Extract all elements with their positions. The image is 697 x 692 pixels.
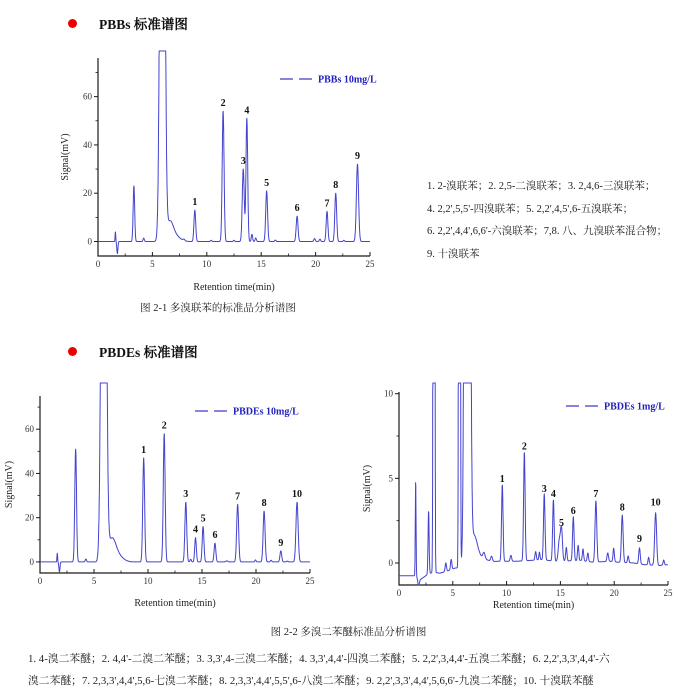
svg-text:2: 2 xyxy=(161,420,167,432)
svg-text:25: 25 xyxy=(365,259,375,269)
svg-text:Signal(mV): Signal(mV) xyxy=(4,460,15,509)
svg-text:2: 2 xyxy=(521,441,527,453)
svg-text:7: 7 xyxy=(324,198,330,210)
svg-text:7: 7 xyxy=(235,491,241,503)
svg-text:8: 8 xyxy=(261,498,267,510)
svg-text:60: 60 xyxy=(25,424,34,435)
pbdes-10mg-chromatogram xyxy=(2,382,318,617)
svg-text:5: 5 xyxy=(388,473,393,484)
svg-text:0: 0 xyxy=(388,557,393,568)
svg-text:0: 0 xyxy=(37,576,43,586)
svg-text:20: 20 xyxy=(251,576,261,586)
svg-text:5: 5 xyxy=(558,517,564,529)
svg-text:9: 9 xyxy=(278,537,284,549)
pbdes-1mg-chromatogram xyxy=(360,382,676,617)
svg-text:10: 10 xyxy=(502,588,512,598)
svg-text:7: 7 xyxy=(593,489,599,501)
svg-text:Retention time(min): Retention time(min) xyxy=(193,282,275,293)
heading-pbdes-label: PBDEs 标准谱图 xyxy=(99,345,198,360)
pbdes-peak-legend-line: 1. 4-溴二苯醚；2. 4,4'-二溴二苯醚；3. 3,3',4-三溴二苯醚；4. 3,3',4,4'-四溴二苯醚；5. 2,2',3,4,4'-五溴二苯醚；6. 2,2',3,3',4,4'-六 xyxy=(28,653,610,665)
bullet-icon xyxy=(68,19,77,28)
pbbs-peak-legend-line: 6. 2,2',4,4',6,6'-六溴联苯；7,8. 八、九溴联苯混合物； xyxy=(427,226,668,237)
svg-text:4: 4 xyxy=(244,105,250,117)
svg-text:Signal(mV): Signal(mV) xyxy=(362,464,373,513)
svg-text:3: 3 xyxy=(240,156,246,168)
pbdes-1mg-chromatogram-svg xyxy=(360,382,676,612)
svg-text:15: 15 xyxy=(256,259,266,269)
svg-text:Retention time(min): Retention time(min) xyxy=(134,598,216,609)
svg-text:0: 0 xyxy=(87,236,92,247)
svg-text:1: 1 xyxy=(192,197,198,209)
svg-text:4: 4 xyxy=(193,524,199,536)
pbdes-peak-legend xyxy=(28,649,694,692)
pbbs-peak-legend-line: 1. 2-溴联苯；2. 2,5-二溴联苯；3. 2,4,6-三溴联苯； xyxy=(427,181,656,192)
pbbs-peak-legend xyxy=(427,176,695,266)
svg-text:10: 10 xyxy=(650,497,661,509)
svg-text:10: 10 xyxy=(202,259,212,269)
pbbs-peak-legend-line: 9. 十溴联苯 xyxy=(427,248,480,260)
pbbs-chromatogram-svg xyxy=(58,50,378,302)
svg-text:6: 6 xyxy=(570,505,576,517)
svg-text:3: 3 xyxy=(183,489,189,501)
svg-text:25: 25 xyxy=(305,576,315,586)
svg-text:4: 4 xyxy=(550,489,556,501)
svg-text:25: 25 xyxy=(663,588,673,598)
svg-text:0: 0 xyxy=(95,259,101,269)
svg-text:9: 9 xyxy=(354,151,360,163)
svg-text:60: 60 xyxy=(83,91,92,102)
svg-text:10: 10 xyxy=(143,576,153,586)
svg-text:5: 5 xyxy=(200,513,206,525)
svg-text:PBBs 10mg/L: PBBs 10mg/L xyxy=(318,74,377,86)
pbdes-10mg-chromatogram-svg xyxy=(2,382,318,612)
svg-text:10: 10 xyxy=(292,489,303,501)
svg-text:0: 0 xyxy=(29,556,34,567)
svg-text:8: 8 xyxy=(619,502,625,514)
svg-text:PBDEs 10mg/L: PBDEs 10mg/L xyxy=(233,406,299,418)
svg-text:8: 8 xyxy=(333,180,339,192)
section-heading-pbbs xyxy=(68,13,188,33)
svg-text:6: 6 xyxy=(294,203,300,215)
svg-text:1: 1 xyxy=(499,473,505,485)
svg-text:10: 10 xyxy=(384,388,393,399)
svg-text:Signal(mV): Signal(mV) xyxy=(60,133,71,181)
svg-text:9: 9 xyxy=(636,533,642,545)
figure-2-2-caption: 图 2-2 多溴二苯醚标准品分析谱图 xyxy=(270,627,427,638)
svg-text:0: 0 xyxy=(396,588,402,598)
bullet-icon xyxy=(68,347,77,356)
svg-text:PBDEs 1mg/L: PBDEs 1mg/L xyxy=(604,401,665,413)
section-heading-pbdes xyxy=(68,341,198,361)
heading-pbbs-label: PBBs 标准谱图 xyxy=(99,17,188,32)
svg-text:15: 15 xyxy=(555,588,565,598)
svg-text:6: 6 xyxy=(212,530,218,542)
svg-text:5: 5 xyxy=(450,588,456,598)
svg-text:5: 5 xyxy=(264,177,270,189)
svg-text:20: 20 xyxy=(609,588,619,598)
svg-text:40: 40 xyxy=(25,468,34,479)
pbdes-peak-legend-line: 溴二苯醚；7. 2,3,3',4,4',5,6-七溴二苯醚；8. 2,3,3',4,4',5,5',6-八溴二苯醚；9. 2,2',3,3',4,4',5,6,6'-九溴二苯醚；10. 十溴联苯醚 xyxy=(28,674,594,687)
svg-text:20: 20 xyxy=(311,259,321,269)
svg-text:20: 20 xyxy=(83,188,92,199)
svg-text:1: 1 xyxy=(141,444,147,456)
svg-text:5: 5 xyxy=(91,576,97,586)
figure-2-1-caption: 图 2-1 多溴联苯的标准品分析谱图 xyxy=(140,303,296,314)
svg-text:Retention time(min): Retention time(min) xyxy=(492,600,575,611)
svg-text:40: 40 xyxy=(83,139,92,150)
pbbs-chromatogram xyxy=(58,50,378,307)
svg-text:2: 2 xyxy=(220,98,226,110)
pbbs-peak-legend-line: 4. 2,2',5,5'-四溴联苯；5. 2,2',4,5',6-五溴联苯； xyxy=(427,203,634,215)
svg-text:15: 15 xyxy=(197,576,207,586)
svg-text:3: 3 xyxy=(541,483,547,495)
svg-text:5: 5 xyxy=(150,259,155,269)
svg-text:20: 20 xyxy=(25,512,34,523)
